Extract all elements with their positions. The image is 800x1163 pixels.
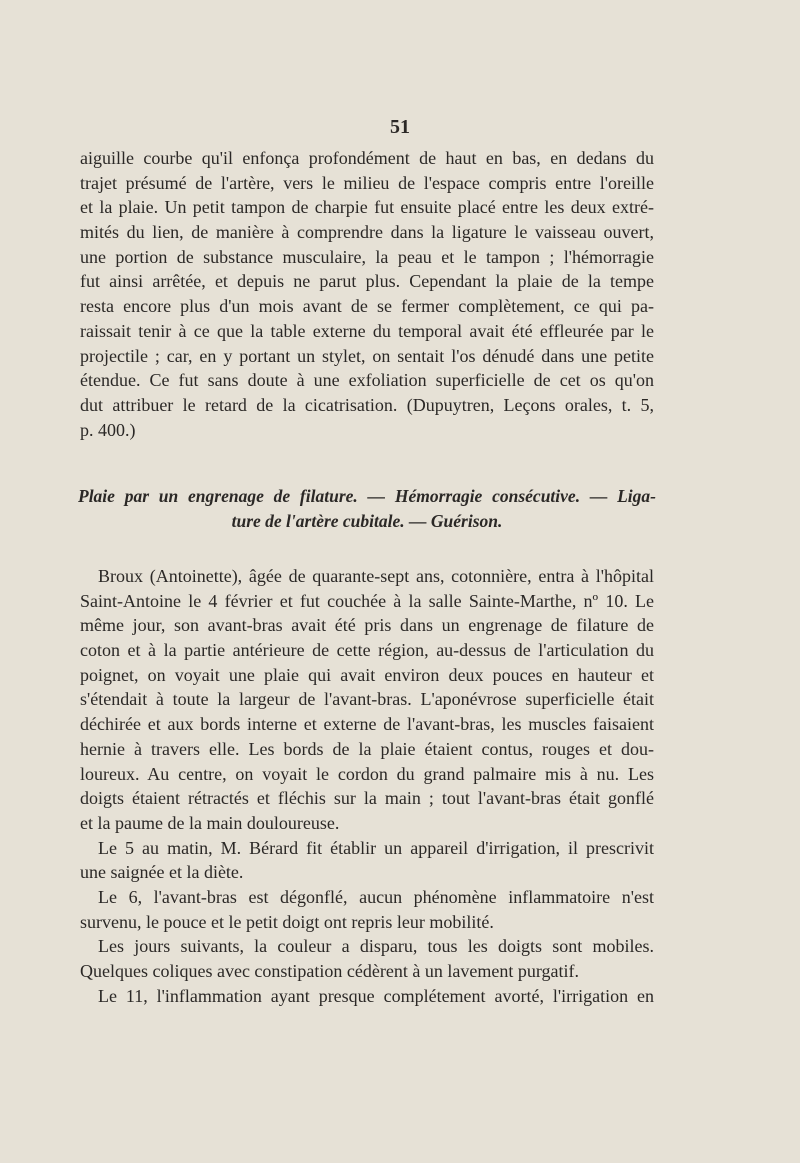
- text-line: et la paume de la main douloureuse.: [80, 812, 340, 833]
- text-line: raissait tenir à ce que la table externe du temporal avait été effleurée par le: [80, 320, 654, 341]
- text-line: aiguille courbe qu'il enfonça profondément de haut en bas, en dedans du: [80, 148, 654, 168]
- text-line: une portion de substance musculaire, la peau et le tampon ; l'hémorragie: [80, 246, 654, 267]
- text-line: projectile ; car, en y portant un stylet, on sentait l'os dénudé dans une petite: [80, 345, 654, 366]
- text-line: hernie à travers elle. Les bords de la plaie étaient contus, rouges et dou-: [80, 738, 654, 759]
- text-line: s'étendait à toute la largeur de l'avant-bras. L'aponévrose superficielle était: [80, 689, 654, 710]
- paragraph-2: [80, 564, 654, 1008]
- text-line: Le 6, l'avant-bras est dégonflé, aucun phénomène inflammatoire n'est: [98, 886, 654, 907]
- text-line: doigts étaient rétractés et fléchis sur la main ; tout l'avant-bras était gonflé: [80, 788, 654, 809]
- text-line: étendue. Ce fut sans doute à une exfoliation superficielle de cet os qu'on: [80, 370, 654, 391]
- text-line: Broux (Antoinette), âgée de quarante-sept ans, cotonnière, entra à l'hôpital: [98, 566, 654, 586]
- paragraph-1: [80, 146, 654, 442]
- text-line: poignet, on voyait une plaie qui avait environ deux pouces en hauteur et: [80, 664, 654, 685]
- text-line: Quelques coliques avec constipation cédèrent à un lavement purgatif.: [80, 961, 579, 981]
- text-line: mités du lien, de manière à comprendre dans la ligature le vaisseau ouvert,: [80, 222, 654, 243]
- text-line: trajet présumé de l'artère, vers le milieu de l'espace compris entre l'oreille: [80, 172, 654, 193]
- text-line: Saint-Antoine le 4 février et fut couchée à la salle Sainte-Marthe, nº 10. Le: [80, 590, 654, 611]
- text-line: dut attribuer le retard de la cicatrisation. (Dupuytren, Leçons orales, t. 5,: [80, 394, 654, 415]
- text-line: coton et à la partie antérieure de cette région, au-dessus de l'articulation du: [80, 640, 654, 661]
- heading-line: ture de l'artère cubitale. — Guérison.: [231, 510, 503, 531]
- text-line: et la plaie. Un petit tampon de charpie fut ensuite placé entre les deux extré-: [80, 197, 654, 218]
- text-line: loureux. Au centre, on voyait le cordon du grand palmaire mis à nu. Les: [80, 763, 654, 784]
- text-line: resta encore plus d'un mois avant de se fermer complètement, ce qui pa-: [80, 296, 654, 317]
- text-line: p. 400.): [80, 419, 136, 440]
- text-line: survenu, le pouce et le petit doigt ont repris leur mobilité.: [80, 911, 494, 932]
- page-number: 51: [390, 116, 410, 138]
- text-line: une saignée et la diète.: [80, 862, 244, 883]
- text-line: fut ainsi arrêtée, et depuis ne parut plus. Cependant la plaie de la tempe: [80, 271, 654, 292]
- text-line: Le 5 au matin, M. Bérard fit établir un appareil d'irrigation, il prescrivit: [98, 837, 654, 858]
- text-line: déchirée et aux bords interne et externe de l'avant-bras, les muscles faisaient: [80, 714, 654, 735]
- text-line: Le 11, l'inflammation ayant presque complétement avorté, l'irrigation en: [98, 985, 654, 1006]
- text-line: même jour, son avant-bras avait été pris dans un engrenage de filature de: [80, 615, 654, 636]
- section-heading: [78, 484, 656, 533]
- text-line: Les jours suivants, la couleur a disparu, tous les doigts sont mobiles.: [98, 936, 654, 957]
- heading-line: Plaie par un engrenage de filature. — Hémorragie consécutive. — Liga-: [78, 486, 656, 506]
